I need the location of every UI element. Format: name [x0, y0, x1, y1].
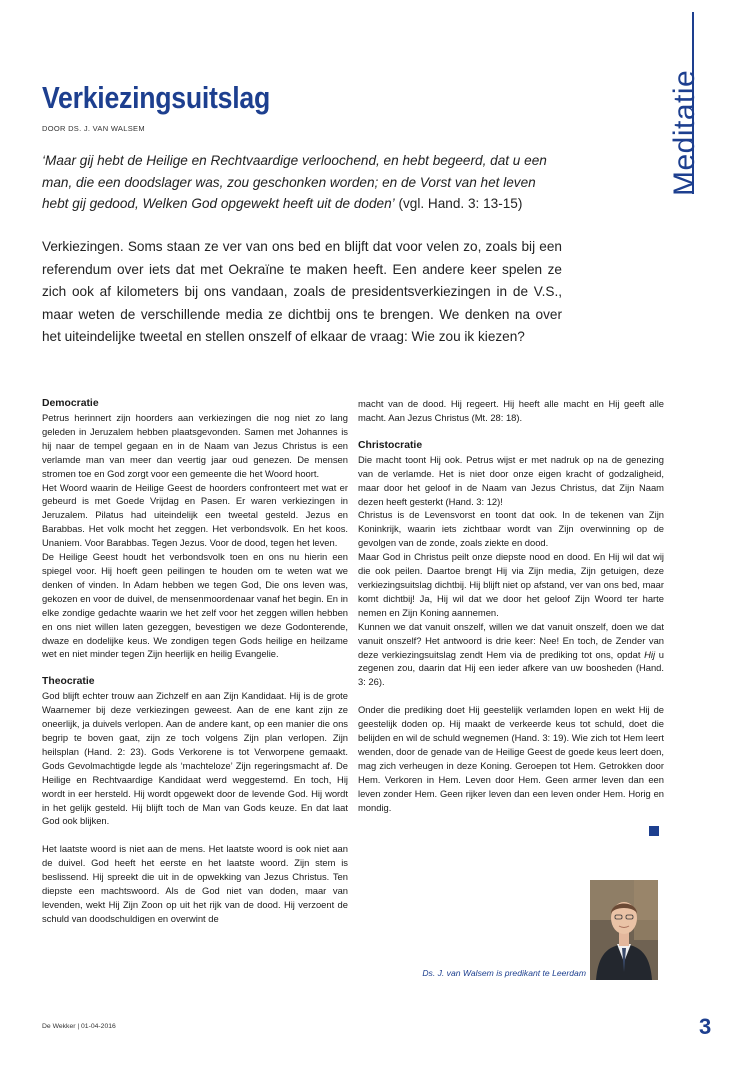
- left-column: [42, 397, 348, 926]
- heading-christocratie: Christocratie: [358, 439, 423, 451]
- paragraph: Het laatste woord is niet aan de mens. Het laatste woord is ook niet aan de duivel. God heeft het eerste en het laatste woord. Zijn stem is beslissend. Hij spreekt die uit in de opwekking van Jezus Christus. Ten diepste een machtswoord. Als de God niet van doden, maar van levenden, wekt Hij Zijn Zoon op uit het rijk van de dood. Hij verzoent de schuld van doodschuldigen en overwint de: [42, 843, 348, 924]
- author-photo: [590, 880, 658, 980]
- photo-caption: Ds. J. van Walsem is predikant te Leerdam: [422, 968, 586, 978]
- heading-democratie: Democratie: [42, 398, 99, 409]
- heading-theocratie: Theocratie: [42, 676, 95, 688]
- paragraph: God blijft echter trouw aan Zichzelf en aan Zijn Kandidaat. Hij is de grote Waarnemer bij deze verkiezingen geweest. Aan de ene kant zijn ze oneerlijk, ja duivels verlopen. Aan de andere kant, op een manier die ons begrip te boven gaat, zijn ze toch volgens Zijn plan verlopen. Zijn heilsplan (Hand. 2: 23). Gods Verkorene is tot Verworpene gemaakt. Gods Gevolmachtigde legde als ‘machteloze’ Zijn regeringsmacht af. De Heilige en Rechtvaardige Kandidaat werd weggestemd. En toch, Hij wordt in eer hersteld. Hij wordt opgewekt door de levende God. Hij wordt in het gelijk gesteld. Hij blijft toch de Man van Gods keuze. En dat laat God ook blijken.: [42, 690, 348, 827]
- paragraph: De Heilige Geest houdt het verbondsvolk toen en ons nu hierin een spiegel voor. Hij hoeft geen peilingen te houden om te weten wat we denken of vinden. In Adam hebben we tegen God, Die ons leven was, gekozen en voor de duivel, de mensenmoordenaar vanaf het begin. En in elke zondige gedachte waarin we het zelf voor het zeggen willen hebben en ons niet willen laten gezeggen, bevestigen we deze Godonterende, dwaze en dodelijke keus. We zondigen tegen Gods heilige en heilzame wet en niet minder tegen Zijn heerlijk en heilig Evangelie.: [42, 551, 348, 660]
- quote-reference: (vgl. Hand. 3: 13-15): [394, 196, 523, 211]
- scripture-quote: [42, 150, 562, 215]
- footer-publication: De Wekker | 01-04-2016: [42, 1023, 116, 1030]
- quote-text: ‘Maar gij hebt de Heilige en Rechtvaardige verloochend, en hebt begeerd, dat u een man, die een doodslager was, zou geschonken worden; en de Vorst van het leven hebt gij gedood, Welken God opgewekt heeft uit de doden’: [42, 153, 547, 211]
- article-title: Verkiezingsuitslag: [42, 80, 270, 115]
- portrait-icon: [590, 880, 658, 980]
- paragraph: Christus is de Levensvorst en toont dat ook. In de tekenen van Zijn Koninkrijk, waarin iets zichtbaar wordt van Zijn overwinning op de gevolgen van de zonde, zoals ziekte en dood.: [358, 509, 664, 549]
- intro-paragraph: Verkiezingen. Soms staan ze ver van ons bed en blijft dat voor velen zo, zoals bij een referendum over iets dat met Oekraïne te maken heeft. Een andere keer spelen ze zich ook af kilometers bij ons vandaan, zoals de presidentsverkiezingen in de V.S., maar weten de verschillende media ze dichtbij ons te brengen. We denken na over het uiteindelijke tweetal en stellen onszelf of elkaar de vraag: Wie zou ik kiezen?: [42, 239, 562, 344]
- paragraph: Maar God in Christus peilt onze diepste nood en dood. En Hij wil dat wij die ook peilen. Daartoe brengt Hij via Zijn media, Zijn getuigen, deze verkiezingsuitslag dichtbij. Hij blijft niet op afstand, ver van ons bed, maar komt dichtbij! Ja, Hij wil dat we door het geloof Zijn Woord ter harte nemen en Zijn Koning aannemen.: [358, 551, 664, 618]
- paragraph: macht van de dood. Hij regeert. Hij heeft alle macht en Hij geeft alle macht. Aan Jezus Christus (Mt. 28: 18).: [358, 398, 664, 423]
- right-column: [358, 397, 664, 814]
- byline: DOOR DS. J. VAN WALSEM: [42, 124, 145, 133]
- paragraph: Kunnen we dat vanuit onszelf, willen we dat vanuit onszelf, doen we dat vanuit onszelf? Het antwoord is drie keer: Nee! En toch, de Zender van deze verkiezingsuitslag zendt Hem via de prediking tot ons, opdat Hij u zegenen zou, daarin dat Hij een ieder afkere van uw boosheden (Hand. 3: 26).: [358, 620, 664, 688]
- paragraph: Die macht toont Hij ook. Petrus wijst er met nadruk op na de genezing van de verlamde. Het is niet door onze eigen kracht of godzaligheid, maar door het geloof in de Naam van Jezus Christus, dat Zijn Naam dezen heeft gesterkt (Hand. 3: 12)!: [358, 453, 664, 507]
- paragraph: Petrus herinnert zijn hoorders aan verkiezingen die nog niet zo lang geleden in Jeruzalem hebben plaatsgevonden. Samen met Johannes is hij naar de tempel gegaan en in de Naam van Jezus Christus is een verlamde man van meer dan veertig jaar oud genezen. De mensen stromen toe en God zorgt voor een gemeente die het Woord hoort.: [42, 412, 348, 479]
- paragraph: Onder die prediking doet Hij geestelijk verlamden lopen en wekt Hij de geestelijk doden op. Hij maakt de verkeerde keus tot schuld, doet die belijden en wil de schuld wegnemen (Hand. 3: 19). Wie zich tot Hem leert wenden, door de genade van de Heilige Geest de goede keus leert doen, mag zich verheugen in deze Koning. Geroepen tot Hem. Getrokken door Hem. Verkoren in Hem. Leven door Hem. Geen armer leven dan een leven zonder Hem. Geen rijker leven dan een leven onder Hem. Horig en mondig.: [358, 704, 664, 813]
- page-number: 3: [699, 1014, 712, 1039]
- end-mark: [649, 826, 659, 836]
- paragraph: Het Woord waarin de Heilige Geest de hoorders confronteert met wat er gebeurd is met Goede Vrijdag en Pasen. Er waren verkiezingen in Jeruzalem. Pilatus had uiteindelijk een tweetal gesteld. Jezus en Barabbas. Het volk mocht het zeggen. Het verbondsvolk. En het koos. Unaniem. Voor Barabbas. Tegen Jezus. Voor de dood, tegen het leven.: [42, 481, 348, 549]
- section-label: Meditatie: [668, 69, 701, 196]
